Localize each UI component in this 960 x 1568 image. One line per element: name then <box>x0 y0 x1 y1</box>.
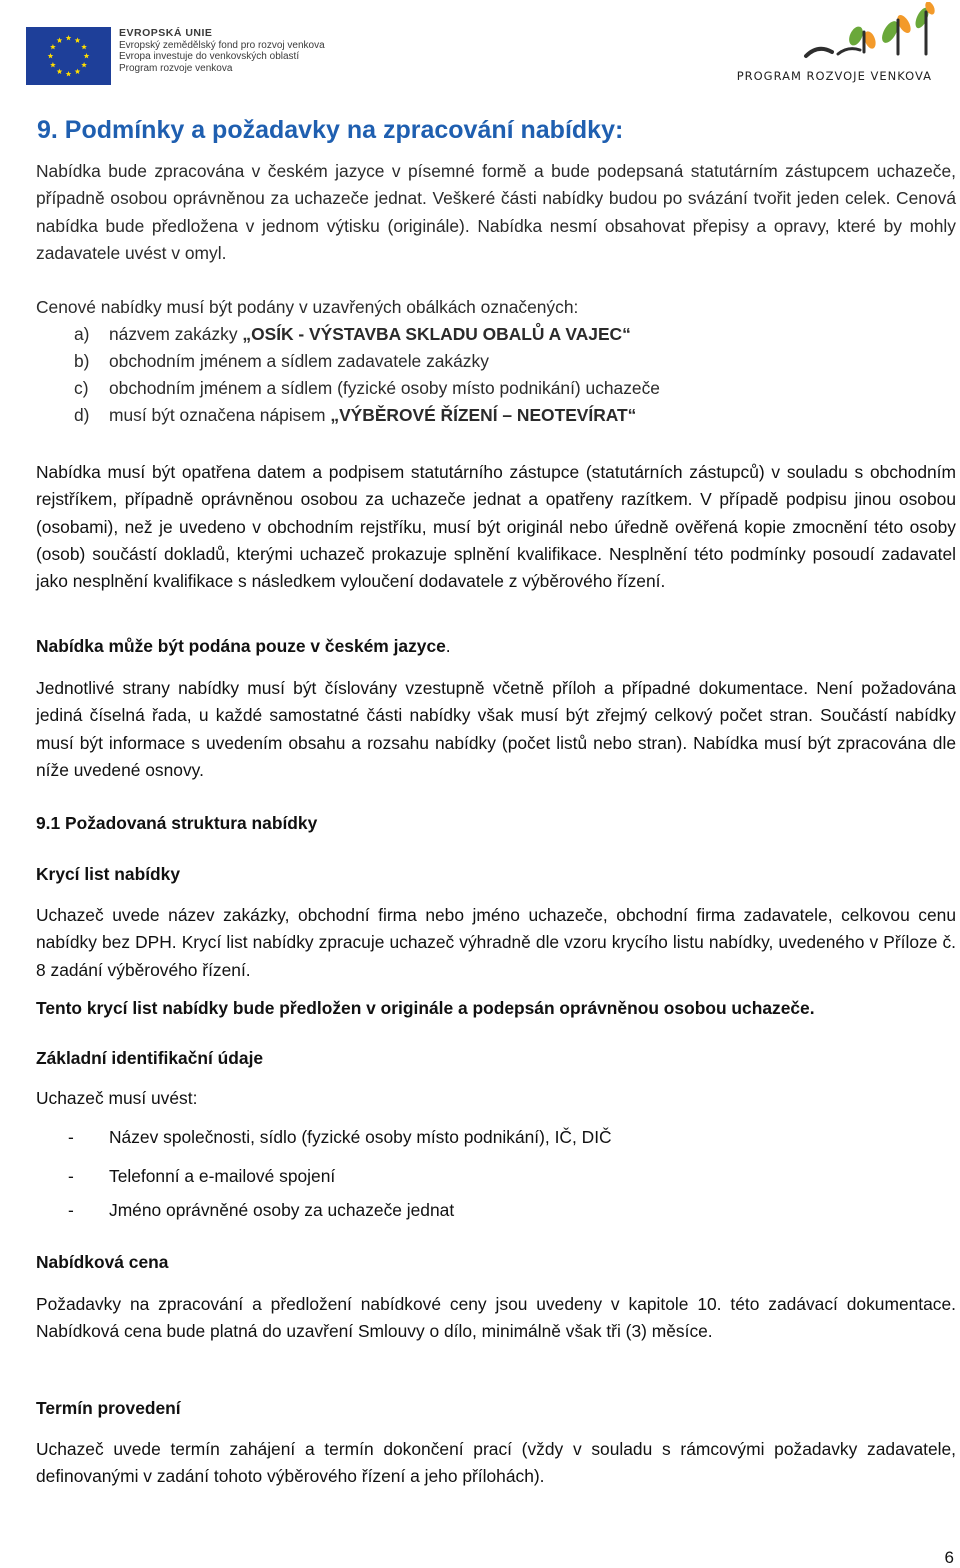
eu-caption <box>119 28 325 74</box>
numbering-paragraph: Jednotlivé strany nabídky musí být číslovány vzestupně včetně příloh a případné dokumentace. Není požadována jediná číselná řada, u každé samostatné části nabídky však musí být zřejmý celkový počet stran. Součástí nabídky musí být informace s uvedením obsahu a rozsahu nabídky (počet listů nebo stran). Nabídka musí být zpracována dle níže uvedené osnovy. <box>36 678 956 780</box>
section-title: 9. Podmínky a požadavky na zpracování nabídky: <box>37 116 624 144</box>
eu-caption-line: Evropa investuje do venkovských oblastí <box>119 51 300 62</box>
envelope-item: obchodním jménem a sídlem zadavatele zakázky <box>109 351 489 371</box>
eu-stars-icon <box>26 27 111 85</box>
envelope-item-text: názvem zakázky <box>109 324 243 344</box>
eu-star-icon <box>84 53 90 58</box>
intro-paragraph: Nabídka bude zpracována v českém jazyce v písemné formě a bude podepsaná statutárním zástupcem uchazeče, případně osobou oprávněnou za uchazeče jednat. Veškeré části nabídky budou po svázání tvořit jeden celek. Cenová nabídka bude předložena v jednom výtisku (originále). Nabídka nesmí obsahovat přepisy a opravy, které by mohly zadavatele uvést v omyl. <box>36 161 956 263</box>
envelope-intro: Cenové nabídky musí být podány v uzavřených obálkách označených: <box>36 297 579 317</box>
eu-star-icon <box>81 44 87 49</box>
eu-caption-line: Program rozvoje venkova <box>119 62 233 74</box>
envelope-item: obchodním jménem a sídlem (fyzické osoby místo podnikání) uchazeče <box>109 378 660 398</box>
envelope-item-label: d) <box>74 405 90 425</box>
eu-caption-line: Evropský zemědělský fond pro rozvoj venkova <box>119 39 325 51</box>
identification-item: Telefonní a e-mailové spojení <box>109 1166 336 1186</box>
eu-flag-icon <box>26 27 111 85</box>
cover-sheet-title: Krycí list nabídky <box>36 864 181 884</box>
envelope-item-bold: „VÝBĚROVÉ ŘÍZENÍ – NEOTEVÍRAT“ <box>330 405 637 425</box>
identification-title: Základní identifikační údaje <box>36 1048 264 1068</box>
eu-star-icon <box>66 71 72 76</box>
eu-star-icon <box>75 69 81 74</box>
identification-item-label: - <box>68 1200 74 1220</box>
envelope-item-bold: „OSÍK - VÝSTAVBA SKLADU OBALŮ A VAJEC“ <box>242 324 631 344</box>
eu-star-icon <box>66 35 72 40</box>
language-note-dot: . <box>445 636 451 656</box>
identification-item: Jméno oprávněné osoby za uchazeče jednat <box>109 1200 455 1220</box>
eu-star-icon <box>81 62 87 67</box>
identification-intro: Uchazeč musí uvést: <box>36 1088 198 1108</box>
signature-paragraph: Nabídka musí být opatřena datem a podpisem statutárního zástupce (statutárních zástupců) v souladu s obchodním rejstříkem, případně oprávněnou osobou za uchazeče jednat a opatřeny razítkem. V případě podpisu jinou osobou (osobami), než je uvedeno v obchodním rejstříku, musí být originál nebo úředně ověřená kopie zmocnění této osoby (osob) součástí dokladů, kterými uchazeč prokazuje splnění kvalifikace. Nesplnění této podmínky posoudí zadavatel jako nesplnění kvalifikace s následkem vyloučení dodavatele z výběrového řízení. <box>36 462 956 592</box>
subsection-title: 9.1 Požadovaná struktura nabídky <box>36 813 318 833</box>
envelope-item-label: b) <box>74 351 90 371</box>
language-note <box>36 636 451 657</box>
envelope-item <box>109 324 631 345</box>
envelope-item-text: musí být označena nápisem <box>109 405 331 425</box>
cover-sheet-note: Tento krycí list nabídky bude předložen v originále a podepsán oprávněnou osobou uchazeče. <box>36 998 815 1018</box>
envelope-item-label: c) <box>74 378 89 398</box>
identification-item: Název společnosti, sídlo (fyzické osoby místo podnikání), IČ, DIČ <box>109 1127 612 1147</box>
eu-caption-line: EVROPSKÁ UNIE <box>119 27 213 39</box>
eu-star-icon <box>50 44 56 49</box>
sprouts-icon <box>798 2 938 64</box>
envelope-item <box>109 405 636 426</box>
cover-sheet-paragraph: Uchazeč uvede název zakázky, obchodní firma nebo jméno uchazeče, obchodní firma zadavatele, celkovou cenu nabídky bez DPH. Krycí list nabídky zpracuje uchazeč výhradně dle vzoru krycího listu nabídky, uvedeného v Příloze č. 8 zadání výběrového řízení. <box>36 905 956 980</box>
identification-item-label: - <box>68 1166 74 1186</box>
eu-star-icon <box>50 62 56 67</box>
price-paragraph: Požadavky na zpracování a předložení nabídkové ceny jsou uvedeny v kapitole 10. této zadávací dokumentace. Nabídková cena bude platná do uzavření Smlouvy o dílo, minimálně však tři (3) měsíce. <box>36 1294 956 1342</box>
page-number: 6 <box>944 1548 954 1567</box>
prv-logo <box>726 2 938 86</box>
identification-item-label: - <box>68 1127 74 1147</box>
eu-star-icon <box>57 37 63 42</box>
term-title: Termín provedení <box>36 1398 181 1418</box>
envelope-item-label: a) <box>74 324 90 344</box>
price-title: Nabídková cena <box>36 1252 169 1272</box>
eu-star-icon <box>75 37 81 42</box>
prv-caption: PROGRAM ROZVOJE VENKOVA <box>736 69 932 83</box>
term-paragraph: Uchazeč uvede termín zahájení a termín dokončení prací (vždy v souladu s rámcovými požadavky zadavatele, definovanými v zadání tohoto výběrového řízení a jeho přílohách). <box>36 1439 956 1487</box>
eu-star-icon <box>57 69 63 74</box>
eu-star-icon <box>48 53 54 58</box>
language-note-bold: Nabídka může být podána pouze v českém jazyce <box>36 636 446 656</box>
eu-logo <box>26 27 364 87</box>
